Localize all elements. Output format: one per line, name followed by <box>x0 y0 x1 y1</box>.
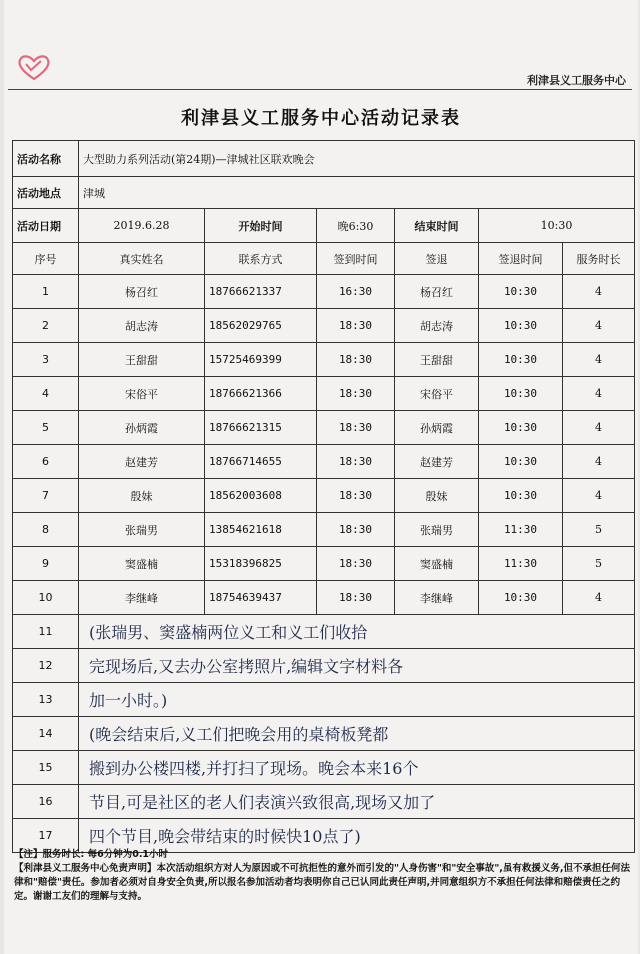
volunteer-phone: 13854621618 <box>205 513 317 547</box>
service-hours: 4 <box>563 581 635 615</box>
page-title: 利津县义工服务中心活动记录表 <box>181 108 461 129</box>
sign-in-time: 18:30 <box>317 309 395 343</box>
sign-out-signature: 李继峰 <box>395 581 479 615</box>
service-hours: 5 <box>563 513 635 547</box>
row-number: 5 <box>13 411 79 445</box>
col-header-hours: 服务时长 <box>563 243 635 275</box>
sign-out-time: 10:30 <box>479 445 563 479</box>
sign-out-signature: 窦盛楠 <box>395 547 479 581</box>
col-header-phone: 联系方式 <box>205 243 317 275</box>
remark-text: (张瑞男、窦盛楠两位义工和义工们收拾 <box>79 615 635 649</box>
volunteer-phone: 15725469399 <box>205 343 317 377</box>
sign-out-time: 11:30 <box>479 513 563 547</box>
volunteer-name: 李继峰 <box>79 581 205 615</box>
sign-out-time: 10:30 <box>479 411 563 445</box>
row-number: 11 <box>13 615 79 649</box>
row-number: 10 <box>13 581 79 615</box>
activity-name-value: 大型助力系列活动(第24期)—津城社区联欢晚会 <box>79 141 635 177</box>
service-hours: 4 <box>563 377 635 411</box>
col-header-sign-in: 签到时间 <box>317 243 395 275</box>
remark-text: 节目,可是社区的老人们表演兴致很高,现场又加了 <box>79 785 635 819</box>
row-number: 9 <box>13 547 79 581</box>
table-row <box>13 309 635 343</box>
activity-name-row <box>13 141 635 177</box>
start-time-label: 开始时间 <box>205 209 317 243</box>
remark-row <box>13 649 635 683</box>
row-number: 1 <box>13 275 79 309</box>
col-header-name: 真实姓名 <box>79 243 205 275</box>
sign-out-time: 10:30 <box>479 275 563 309</box>
row-number: 13 <box>13 683 79 717</box>
row-number: 12 <box>13 649 79 683</box>
column-header-row <box>13 243 635 275</box>
activity-place-label: 活动地点 <box>13 177 79 209</box>
table-row <box>13 411 635 445</box>
col-header-sign-out: 签退 <box>395 243 479 275</box>
volunteer-name: 殷妹 <box>79 479 205 513</box>
end-time-label: 结束时间 <box>395 209 479 243</box>
row-number: 16 <box>13 785 79 819</box>
sign-out-time: 10:30 <box>479 309 563 343</box>
service-hours: 4 <box>563 275 635 309</box>
activity-place-row <box>13 177 635 209</box>
sign-out-signature: 赵建芳 <box>395 445 479 479</box>
org-name-header: 利津县义工服务中心 <box>527 74 626 87</box>
sign-out-time: 11:30 <box>479 547 563 581</box>
heart-logo-icon <box>16 52 52 82</box>
sign-in-time: 18:30 <box>317 547 395 581</box>
volunteer-name: 孙炳霞 <box>79 411 205 445</box>
volunteer-name: 杨召红 <box>79 275 205 309</box>
row-number: 17 <box>13 819 79 853</box>
activity-date-label: 活动日期 <box>13 209 79 243</box>
sign-out-signature: 杨召红 <box>395 275 479 309</box>
table-row <box>13 445 635 479</box>
remark-text: 四个节目,晚会带结束的时候快10点了) <box>79 819 635 853</box>
service-hours: 5 <box>563 547 635 581</box>
volunteer-phone: 18766621315 <box>205 411 317 445</box>
header-divider <box>8 89 632 90</box>
sign-in-time: 18:30 <box>317 513 395 547</box>
remark-row <box>13 717 635 751</box>
activity-place-value: 津城 <box>79 177 635 209</box>
volunteer-name: 赵建芳 <box>79 445 205 479</box>
table-row <box>13 547 635 581</box>
sign-out-signature: 殷妹 <box>395 479 479 513</box>
sign-out-signature: 孙炳霞 <box>395 411 479 445</box>
sign-in-time: 18:30 <box>317 377 395 411</box>
sign-out-time: 10:30 <box>479 581 563 615</box>
volunteer-phone: 18766714655 <box>205 445 317 479</box>
volunteer-name: 张瑞男 <box>79 513 205 547</box>
sign-in-time: 18:30 <box>317 445 395 479</box>
volunteer-name: 宋俗平 <box>79 377 205 411</box>
volunteer-phone: 18562029765 <box>205 309 317 343</box>
sign-in-time: 18:30 <box>317 343 395 377</box>
col-header-no: 序号 <box>13 243 79 275</box>
table-row <box>13 479 635 513</box>
service-hours-note: 【注】服务时长: 每6分钟为0.1小时 <box>14 849 169 860</box>
table-row <box>13 581 635 615</box>
volunteer-name: 胡志涛 <box>79 309 205 343</box>
row-number: 2 <box>13 309 79 343</box>
volunteer-phone: 18754639437 <box>205 581 317 615</box>
sign-out-time: 10:30 <box>479 343 563 377</box>
service-hours: 4 <box>563 445 635 479</box>
row-number: 14 <box>13 717 79 751</box>
start-time-value: 晚6:30 <box>317 209 395 243</box>
table-row <box>13 377 635 411</box>
sign-out-time: 10:30 <box>479 479 563 513</box>
sign-in-time: 18:30 <box>317 411 395 445</box>
row-number: 6 <box>13 445 79 479</box>
footnote <box>14 848 634 904</box>
remark-text: 加一小时。) <box>79 683 635 717</box>
row-number: 3 <box>13 343 79 377</box>
row-number: 15 <box>13 751 79 785</box>
table-row <box>13 513 635 547</box>
end-time-value: 10:30 <box>479 209 635 243</box>
volunteer-phone: 15318396825 <box>205 547 317 581</box>
sign-out-time: 10:30 <box>479 377 563 411</box>
remark-row <box>13 785 635 819</box>
service-hours: 4 <box>563 411 635 445</box>
table-row <box>13 343 635 377</box>
volunteer-name: 王甜甜 <box>79 343 205 377</box>
remark-row <box>13 751 635 785</box>
volunteer-name: 窦盛楠 <box>79 547 205 581</box>
sign-out-signature: 张瑞男 <box>395 513 479 547</box>
activity-name-label: 活动名称 <box>13 141 79 177</box>
sign-out-signature: 宋俗平 <box>395 377 479 411</box>
row-number: 7 <box>13 479 79 513</box>
row-number: 8 <box>13 513 79 547</box>
volunteer-phone: 18766621337 <box>205 275 317 309</box>
remark-row <box>13 683 635 717</box>
sign-in-time: 16:30 <box>317 275 395 309</box>
sign-in-time: 18:30 <box>317 581 395 615</box>
sign-out-signature: 胡志涛 <box>395 309 479 343</box>
service-hours: 4 <box>563 479 635 513</box>
remark-text: 搬到办公楼四楼,并打扫了现场。晚会本来16个 <box>79 751 635 785</box>
volunteer-phone: 18562003608 <box>205 479 317 513</box>
activity-date-value: 2019.6.28 <box>79 209 205 243</box>
record-sheet <box>4 0 638 954</box>
service-hours: 4 <box>563 309 635 343</box>
row-number: 4 <box>13 377 79 411</box>
remark-text: 完现场后,又去办公室拷照片,编辑文字材料各 <box>79 649 635 683</box>
activity-date-row <box>13 209 635 243</box>
service-hours: 4 <box>563 343 635 377</box>
sign-in-time: 18:30 <box>317 479 395 513</box>
disclaimer-text: 【利津县义工服务中心免责声明】本次活动组织方对人为原因或不可抗拒性的意外而引发的"人身伤害"和"安全事故",虽有救援义务,但不承担任何法律和"赔偿"责任。参加者必须对自身安全负责,所以报名参加活动者均表明你自己已认同此责任声明,并同意组织方不承担任何法律和赔偿责任之约定。谢谢工友们的理解与支持。 <box>14 863 631 902</box>
col-header-sign-out-time: 签退时间 <box>479 243 563 275</box>
volunteer-phone: 18766621366 <box>205 377 317 411</box>
remark-row <box>13 615 635 649</box>
activity-record-table <box>12 140 635 853</box>
sign-out-signature: 王甜甜 <box>395 343 479 377</box>
remark-text: (晚会结束后,义工们把晚会用的桌椅板凳都 <box>79 717 635 751</box>
table-row <box>13 275 635 309</box>
